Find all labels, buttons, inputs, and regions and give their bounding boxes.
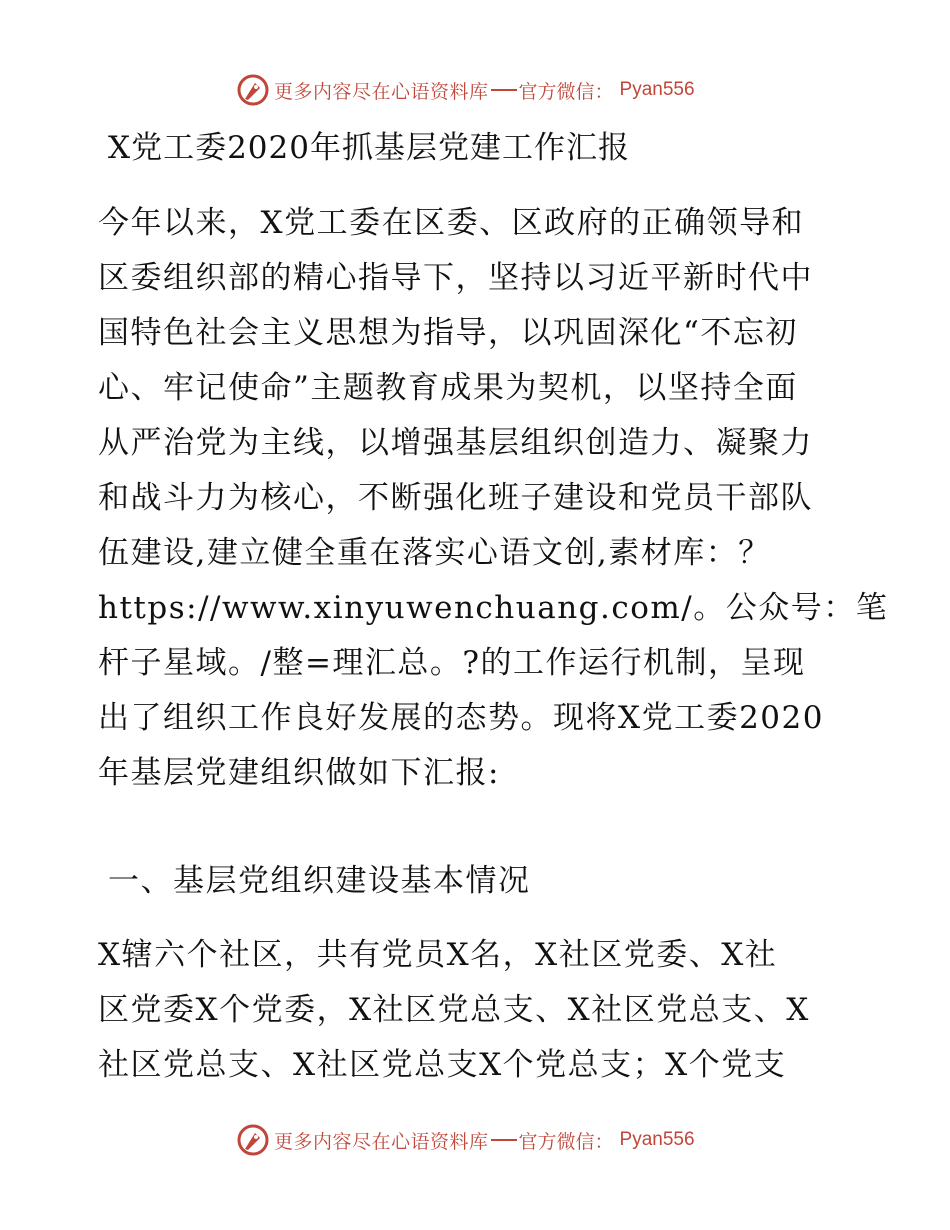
text-line: 国特色社会主义思想为指导，以巩固深化“不忘初 — [98, 315, 798, 351]
header-watermark-banner — [236, 72, 695, 108]
banner-wechat-id: Pyan556 — [619, 1129, 695, 1150]
banner-text: 更多内容尽在心语资料库 — [274, 1130, 489, 1153]
section-heading: 一、基层党组织建设基本情况 — [108, 863, 531, 899]
pen-nib-logo-icon — [236, 1123, 270, 1157]
text-line: 和战斗力为核心，不断强化班子建设和党员干部队 — [98, 480, 813, 516]
banner-dash — [491, 1139, 517, 1141]
document-title: X党工委2020年抓基层党建工作汇报 — [108, 130, 630, 166]
text-line: X辖六个社区，共有党员X名，X社区党委、X社 — [98, 937, 778, 973]
banner-wechat-label: 官方微信： — [518, 1130, 614, 1153]
text-line: 出了组织工作良好发展的态势。现将X党工委2020 — [98, 700, 824, 736]
text-line: 区委组织部的精心指导下，坚持以习近平新时代中 — [98, 260, 813, 296]
paragraph-section1 — [98, 928, 858, 1093]
text-line: 伍建设,建立健全重在落实心语文创,素材库：？ — [98, 535, 771, 571]
banner-wechat-id: Pyan556 — [619, 79, 695, 100]
banner-dash — [491, 89, 517, 91]
text-line: 社区党总支、X社区党总支X个党总支；X个党支 — [98, 1047, 787, 1083]
banner-text: 更多内容尽在心语资料库 — [274, 80, 489, 103]
paragraph-intro — [98, 196, 889, 801]
text-line: 心、牢记使命”主题教育成果为契机，以坚持全面 — [98, 370, 798, 406]
text-line: 从严治党为主线，以增强基层组织创造力、凝聚力 — [98, 425, 813, 461]
text-line: https://www.xinyuwenchuang.com/。公众号：笔 — [98, 590, 889, 626]
text-line: 今年以来，X党工委在区委、区政府的正确领导和 — [98, 205, 805, 241]
pen-nib-logo-icon — [236, 73, 270, 107]
footer-watermark-banner — [236, 1122, 695, 1158]
banner-wechat-label: 官方微信： — [518, 80, 614, 103]
text-line: 年基层党建组织做如下汇报: — [98, 755, 500, 791]
text-line: 杆子星域。/整=理汇总。?的工作运行机制，呈现 — [98, 645, 806, 681]
text-line: 区党委X个党委，X社区党总支、X社区党总支、X — [98, 992, 810, 1028]
